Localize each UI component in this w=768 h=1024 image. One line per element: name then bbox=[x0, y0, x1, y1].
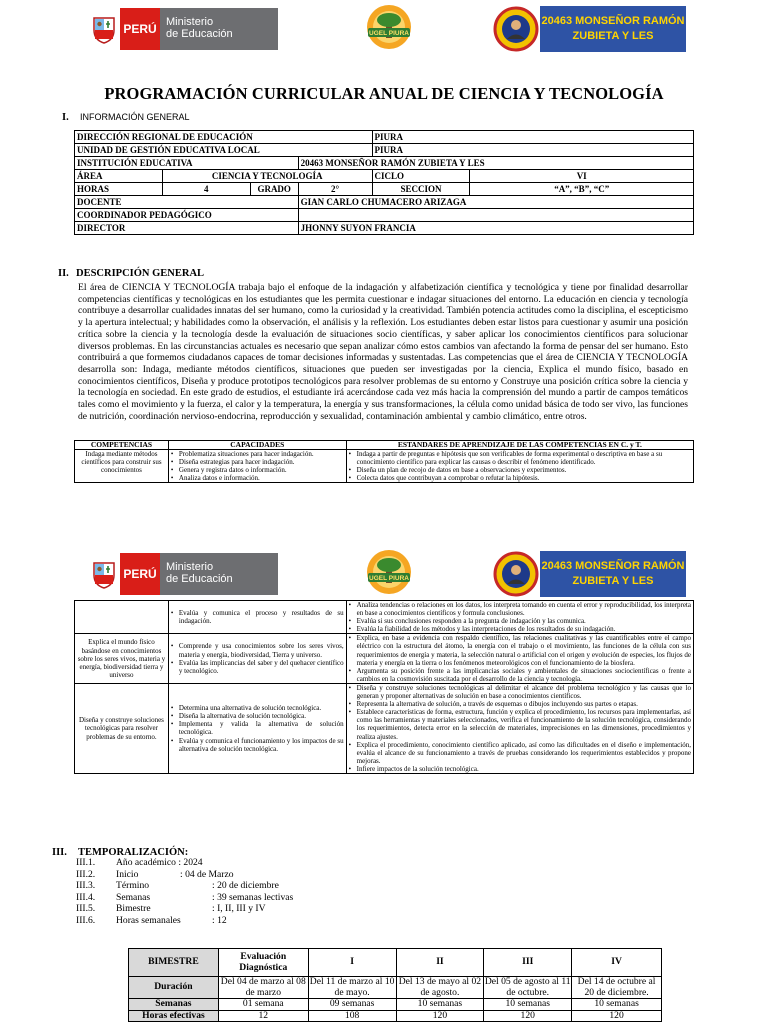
ugel-label: UGEL PIURA bbox=[369, 575, 409, 582]
temporalizacion-list bbox=[76, 857, 293, 926]
ugel-logo bbox=[364, 4, 414, 50]
peru-shield-icon bbox=[88, 553, 120, 595]
bimestre-table bbox=[128, 948, 662, 1022]
ministry-name: Ministerio de Educación bbox=[160, 8, 278, 50]
list-item: III.3. Término : 20 de diciembre bbox=[76, 880, 279, 891]
table-row: Horas efectivas 12 108 120 120 120 bbox=[129, 1010, 662, 1022]
general-info-table bbox=[74, 130, 694, 235]
general-description: El área de CIENCIA Y TECNOLOGÍA trabaja bajo el enfoque de la indagación y alfabetización científica y tecnológica y tiene por finalidad desarrollar competencias científicas y tecnológicas en los estudiantes que les permita cuestionar e indagar situaciones del entorno. La educación en ciencia y tecnología contribuye a desarrollar cualidades innatas del ser humano, como la curiosidad y la creatividad. También potencia actitudes como la disciplina, el escepticismo y la apertura intelectual; y habilidades como la observación, el análisis y la reflexión. Los estudiantes deben estar listos para cuestionar y asumir una posición crítica sobre la ciencia y la tecnología desde la evaluación de situaciones socio científicas, y saber aplicar los conocimientos científicos para solucionar diversos problemas. En las circunstancias actuales es necesario que sepan analizar cómo estos cambios van afectando la forma de pensar del ser humano. Esto contribuirá a que formemos ciudadanos capaces de tomar decisiones informadas y sustentadas. Las competencias que el área de CIENCIA Y TECNOLOGÍA desarrolla son: Indaga, mediante métodos científicos, situaciones que pueden ser investigadas por la ciencia, Explica el mundo físico, basado en conocimientos científicos, Diseña y produce prototipos tecnológicos para resolver problemas de su entorno y Construye una posición crítica sobre la ciencia y la tecnología en sociedad. En este grado de estudios, el estudiante irá acercándose cada vez más hacia la comprensión del mundo a partir de campos temáticos tales como el movimiento y la fuerza, el calor y la temperatura, la energía y sus transformaciones, la célula como unidad básica de todo ser vivo, las funciones de nutrición, coordinación nervioso-endocrina, reproducción y sexualidad, contaminación ambiental y cambio climático, entre otros. bbox=[78, 282, 688, 422]
table-row: HORAS 4 GRADO 2° SECCION “A”, “B”, “C” bbox=[75, 183, 694, 196]
table-row: • Evalúa y comunica el proceso y resultados de su indagación. • Analiza tendencias o relaciones en los datos, los interpreta tomando en cuenta el error y reproducibilidad, los interpreta en base a conocimientos científicos y formula conclusiones. • Evalúa si sus conclusiones responden a la pregunta de indagación y las comunica. • Evalúa la fiabilidad de los métodos y las interpretaciones de los resultados de su indagación. bbox=[75, 601, 694, 634]
list-item: III.6. Horas semanales : 12 bbox=[76, 914, 227, 926]
list-item: III.1. Año académico : 2024 bbox=[76, 857, 203, 868]
table-row: DIRECTOR JHONNY SUYON FRANCIA bbox=[75, 222, 694, 235]
list-item: III.5. Bimestre : I, II, III y IV bbox=[76, 903, 266, 914]
school-name-banner: 20463 MONSEÑOR RAMÓN ZUBIETA Y LES bbox=[540, 6, 686, 52]
table-row: INSTITUCIÓN EDUCATIVA 20463 MONSEÑOR RAMÓN ZUBIETA Y LES bbox=[75, 157, 694, 170]
table-header-row: BIMESTRE Evaluación Diagnóstica I II III IV bbox=[129, 949, 662, 977]
school-logo bbox=[492, 551, 686, 597]
page-2 bbox=[0, 545, 768, 1024]
table-header-row: COMPETENCIAS CAPACIDADES ESTANDARES DE APRENDIZAJE DE LAS COMPETENCIAS EN C. y T. bbox=[75, 441, 694, 450]
school-emblem-icon bbox=[492, 551, 540, 597]
peru-label: PERÚ bbox=[120, 553, 160, 595]
table-row: Diseña y construye soluciones tecnológicas para resolver problemas de su entorno. • Determina una alternativa de solución tecnológica. • Diseña la alternativa de solución tecnológica. • Implementa y valida la alternativa de solución tecnológica. • Evalúa y comunica el funcionamiento y los impactos de su alternativa de solución tecnológica. • Diseña y construye soluciones tecnológicas al delimitar el alcance del problema tecnológico y las causas que lo generan y proponer alternativas de solución en base a conocimientos científicos. • Representa la alternativa de solución, a través de esquemas o dibujos incluyendo sus partes o etapas. • Establece características de forma, estructura, función y explica el procedimiento, los recursos para implementarlas, así como las herramientas y materiales seleccionados, verifica el funcionamiento de la solución tecnológica, considerando los requerimientos, detecta error en la selección de materiales, imprecisiones en las dimensiones, procedimientos y realiza ajustes. • Explica el procedimiento, conocimiento científico aplicado, así como las dificultades en el diseño e implementación, evalúa el alcance de su funcionamiento a través de pruebas considerando los requerimientos establecidos y propone mejoras. • Infiere impactos de la solución tecnológica. bbox=[75, 683, 694, 773]
minedu-logo bbox=[88, 553, 278, 595]
school-logo bbox=[492, 6, 686, 52]
ministry-name: Ministerio de Educación bbox=[160, 553, 278, 595]
table-row: Duración Del 04 de marzo al 08 de marzo Del 11 de marzo al 10 de mayo. Del 13 de mayo al 02 de agosto. Del 05 de agosto al 11 de octubre. Del 14 de octubre al 20 de diciembre. bbox=[129, 977, 662, 999]
table-row: DIRECCIÓN REGIONAL DE EDUCACIÓN PIURA bbox=[75, 131, 694, 144]
document-title: PROGRAMACIÓN CURRICULAR ANUAL DE CIENCIA Y TECNOLOGÍA bbox=[104, 84, 664, 103]
competencias-table-continued bbox=[74, 600, 694, 774]
table-row: UNIDAD DE GESTIÓN EDUCATIVA LOCAL PIURA bbox=[75, 144, 694, 157]
table-row: Indaga mediante métodos científicos para construir sus conocimientos • Problematiza situaciones para hacer indagación. • Diseña estrategias para hacer indagación. • Genera y registra datos o información. • Analiza datos e información. • Indaga a partir de preguntas e hipótesis que son verificables de forma experimental o descriptiva en base a su conocimiento científico para explicar las causas o describir el fenómeno identificado. • Diseña un plan de recojo de datos en base a observaciones y experimentos. • Colecta datos que contribuyan a comprobar o refutar la hipótesis. bbox=[75, 450, 694, 483]
ugel-label: UGEL PIURA bbox=[369, 30, 409, 37]
peru-shield-icon bbox=[88, 8, 120, 50]
school-emblem-icon bbox=[492, 6, 540, 52]
list-item: III.4. Semanas : 39 semanas lectivas bbox=[76, 891, 294, 903]
school-name-banner: 20463 MONSEÑOR RAMÓN ZUBIETA Y LES bbox=[540, 551, 686, 597]
list-item: III.2. Inicio : 04 de Marzo bbox=[76, 868, 234, 880]
section-3-heading: III. TEMPORALIZACIÓN: bbox=[52, 847, 189, 858]
table-row: COORDINADOR PEDAGÓGICO bbox=[75, 209, 694, 222]
peru-label: PERÚ bbox=[120, 8, 160, 50]
table-row: ÁREA CIENCIA Y TECNOLOGÍA CICLO VI bbox=[75, 170, 694, 183]
competencias-table bbox=[74, 440, 694, 483]
minedu-logo bbox=[88, 8, 278, 50]
table-row: Explica el mundo físico basándose en conocimientos sobre los seres vivos, materia y energía, biodiversidad tierra y universo • Comprende y usa conocimientos sobre los seres vivos, materia y energía, biodiversidad, Tierra y universo. • Evalúa las implicancias del saber y del quehacer científico y tecnológico. • Explica, en base a evidencia con respaldo científico, las relaciones cualitativas y las cuantificables entre el campo eléctrico con la estructura del átomo, la energía con el trabajo o el movimiento, las funciones de la célula con sus requerimientos de energía y materia, la selección natural o artificial con el origen y evolución de especies, los flujos de materia y energía en la tierra o los fenómenos meteorológicos con el funcionamiento de la biosfera. • Argumenta su posición frente a las implicancias sociales y ambientales de situaciones sociocientíficas o frente a cambios en la cosmovisión suscitada por el desarrollo de la ciencia y tecnología. bbox=[75, 634, 694, 684]
table-row: DOCENTE GIAN CARLO CHUMACERO ARIZAGA bbox=[75, 196, 694, 209]
ugel-logo bbox=[364, 549, 414, 595]
section-1-heading: I. INFORMACIÓN GENERAL bbox=[62, 112, 190, 123]
table-row: Semanas 01 semana 09 semanas 10 semanas 10 semanas 10 semanas bbox=[129, 999, 662, 1011]
section-2-heading: II. DESCRIPCIÓN GENERAL bbox=[58, 268, 205, 279]
